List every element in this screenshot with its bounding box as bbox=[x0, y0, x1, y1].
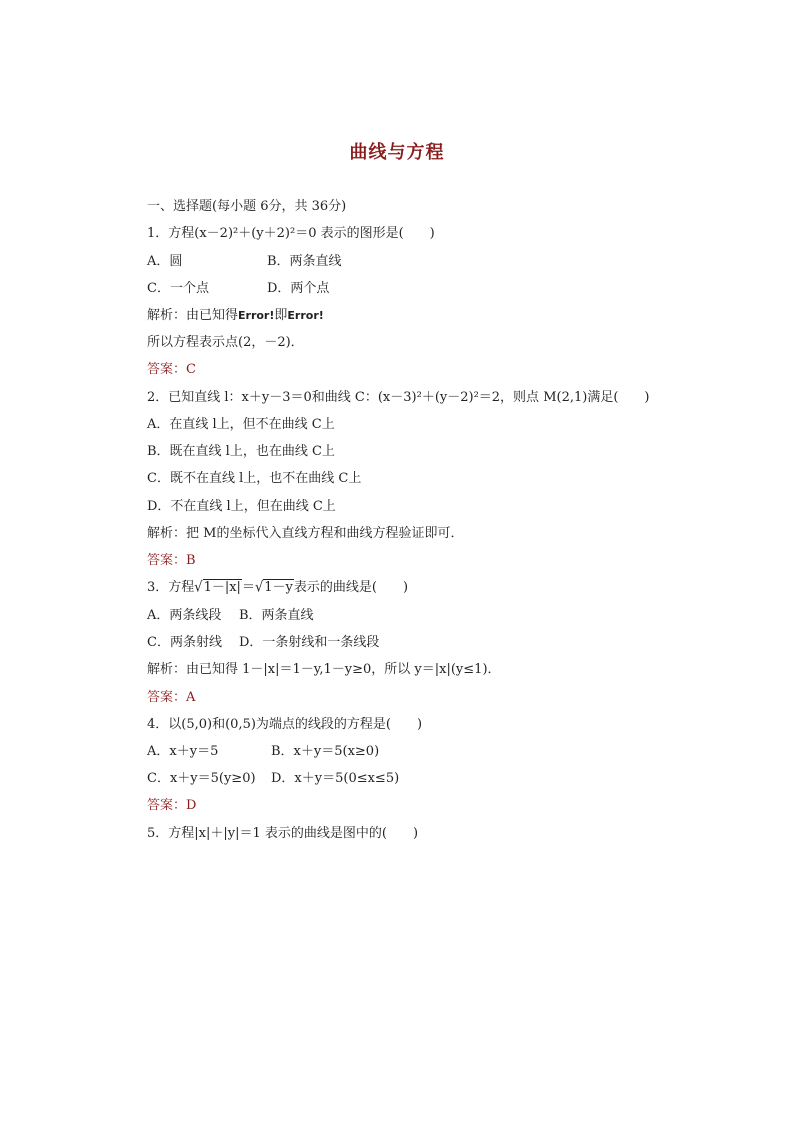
q1-options-ab bbox=[147, 253, 342, 271]
q4-option-b: B．x＋y＝5(x≥0) bbox=[271, 744, 380, 759]
q5-stem: 5．方程|x|＋|y|＝1 表示的曲线是图中的( ) bbox=[147, 826, 419, 841]
q1-option-b: B．两条直线 bbox=[267, 254, 342, 269]
q4-options-cd bbox=[147, 770, 399, 788]
q4-option-d: D．x＋y＝5(0≤x≤5) bbox=[271, 771, 400, 786]
q2-option-b: B．既在直线 l上，也在曲线 C上 bbox=[147, 444, 335, 459]
q1-options-cd bbox=[147, 280, 329, 298]
q1-answer: 答案：C bbox=[147, 362, 196, 377]
q4-answer: 答案：D bbox=[147, 798, 197, 813]
q3-analysis: 解析：由已知得 1－|x|＝1－y,1－y≥0，所以 y＝|x|(y≤1)． bbox=[147, 662, 501, 677]
q1-stem: 1．方程(x－2)²＋(y＋2)²＝0 表示的图形是( ) bbox=[147, 226, 435, 241]
q1-analysis-2: 所以方程表示点(2，－2)． bbox=[147, 335, 304, 350]
q4-options-ab bbox=[147, 743, 379, 761]
q1-error-1: Error! bbox=[238, 309, 275, 322]
q3-options-ab bbox=[147, 607, 314, 625]
q3-stem-prefix: 3．方程 bbox=[147, 580, 195, 595]
q2-analysis: 解析：把 M的坐标代入直线方程和曲线方程验证即可． bbox=[147, 526, 464, 541]
q3-stem-suffix: 表示的曲线是( ) bbox=[293, 580, 409, 595]
q3-options-cd bbox=[147, 634, 379, 652]
q1-analysis-mid: 即 bbox=[274, 308, 288, 323]
q3-option-b: B．两条直线 bbox=[239, 608, 314, 623]
q1-option-a: A．圆 bbox=[147, 254, 183, 269]
q3-stem bbox=[147, 579, 408, 597]
sqrt-icon: √ bbox=[194, 579, 203, 596]
q2-option-d: D．不在直线 l上，但在曲线 C上 bbox=[147, 499, 336, 514]
q4-stem: 4．以(5,0)和(0,5)为端点的线段的方程是( ) bbox=[147, 717, 423, 732]
q1-option-c: C．一个点 bbox=[147, 281, 209, 296]
q3-sqrt-1: 1－|x| bbox=[203, 580, 241, 595]
page-title: 曲线与方程 bbox=[349, 142, 445, 163]
q1-option-d: D．两个点 bbox=[267, 281, 330, 296]
q3-answer: 答案：A bbox=[147, 690, 196, 705]
q4-option-c: C．x＋y＝5(y≥0) bbox=[147, 771, 256, 786]
q4-option-a: A．x＋y＝5 bbox=[147, 744, 219, 759]
sqrt-icon: √ bbox=[254, 579, 264, 596]
q3-equals: ＝ bbox=[241, 580, 255, 595]
q2-option-c: C．既不在直线 l上，也不在曲线 C上 bbox=[147, 471, 362, 486]
q1-analysis bbox=[147, 307, 324, 325]
q3-option-c: C．两条射线 bbox=[147, 635, 222, 650]
q3-option-d: D．一条射线和一条线段 bbox=[239, 635, 380, 650]
q1-error-2: Error! bbox=[287, 309, 324, 322]
section-heading: 一、选择题(每小题 6分，共 36分) bbox=[147, 199, 347, 214]
q2-answer: 答案：B bbox=[147, 553, 196, 568]
q2-stem: 2．已知直线 l：x＋y－3＝0和曲线 C：(x－3)²＋(y－2)²＝2，则点 M(2,1)满足( ) bbox=[147, 390, 650, 405]
q3-sqrt-2: 1－y bbox=[264, 580, 293, 595]
q1-analysis-prefix: 解析：由已知得 bbox=[147, 308, 239, 323]
q3-option-a: A．两条线段 bbox=[147, 608, 222, 623]
q2-option-a: A．在直线 l上，但不在曲线 C上 bbox=[147, 417, 335, 432]
